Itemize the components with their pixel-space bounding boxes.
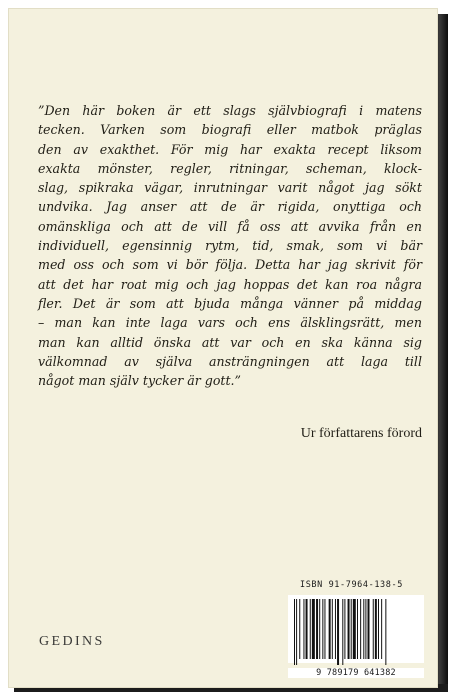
quote-line: ”Den här boken är ett slags självbiografi i matens [38, 103, 422, 118]
quote-line: omänskliga och att de vill få oss att avvika från en [38, 218, 422, 234]
publisher-name: GEDINS [39, 634, 105, 649]
barcode [288, 595, 424, 678]
barcode-digits: 9 789179 641382 [288, 668, 424, 678]
quote-line: exakta mönster, regler, ritningar, scheman, klock- [38, 160, 422, 176]
quote-line: – man kan inte laga vars och ens älsklingsrätt, men [38, 315, 422, 331]
isbn-label: ISBN 91-7964-138-5 [300, 580, 403, 590]
quote-line: slag, spikraka vägar, inrutningar varit något jag sökt [38, 180, 422, 196]
quote-line: att det har roat mig och jag hoppas det kan roa några [38, 276, 422, 292]
attribution-text: Ur författarens förord [300, 426, 422, 441]
quote-blurb [38, 101, 422, 390]
quote-line: individuell, egensinnig rytm, tid, smak, som vi bär [38, 238, 422, 254]
quote-line: man kan alltid önska att var och en ska känna sig [38, 334, 422, 350]
quote-line: med oss och som vi bör följa. Detta har jag skrivit för [38, 257, 422, 273]
quote-line: fler. Det är som att bjuda många vänner på middag [38, 295, 422, 311]
quote-line: något man själv tycker är gott.” [38, 373, 241, 389]
quote-line: tecken. Varken som biografi eller matbok präglas [38, 122, 422, 138]
barcode-bars-icon [294, 599, 418, 665]
quote-line: undvika. Jag anser att de är rigida, onyttiga och [38, 199, 422, 215]
quote-line: välkomnad av själva ansträngningen att laga till [38, 353, 422, 369]
quote-line: den av exakthet. För mig har exakta recept liksom [38, 141, 422, 157]
